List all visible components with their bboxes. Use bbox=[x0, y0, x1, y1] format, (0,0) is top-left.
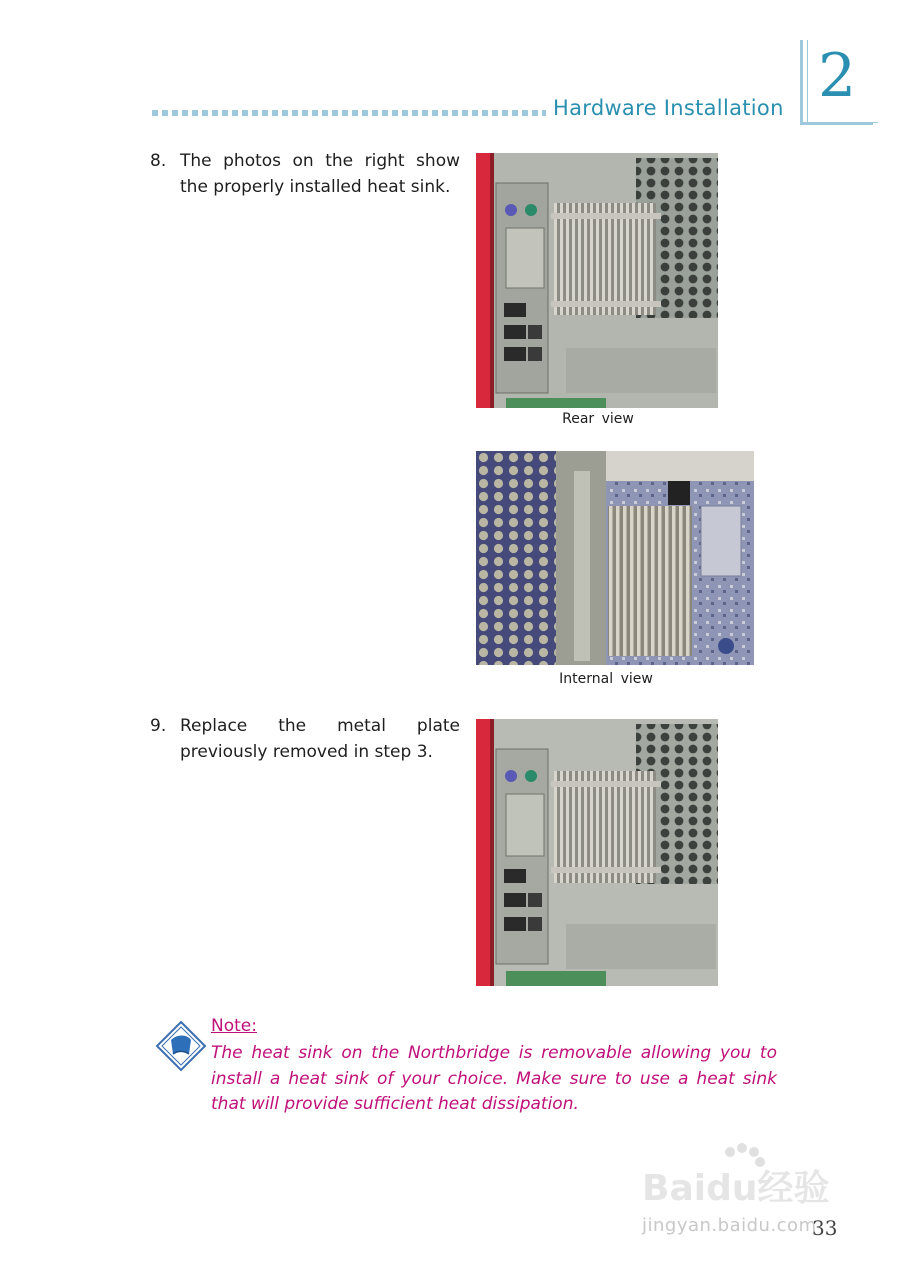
note-icon bbox=[155, 1020, 207, 1072]
step-number: 8. bbox=[150, 151, 167, 171]
step-8 bbox=[150, 148, 460, 200]
step-text: Replace the metal plate previously removed in step 3. bbox=[180, 716, 460, 762]
header-dotted-rule bbox=[152, 110, 546, 118]
step-number: 9. bbox=[150, 716, 167, 736]
watermark-logo-text: Baidu经验 bbox=[642, 1168, 830, 1209]
chapter-number: 2 bbox=[818, 41, 857, 111]
rear-view-caption: Rear view bbox=[562, 411, 634, 427]
note-text: The heat sink on the Northbridge is removable allowing you to install a heat sink of your choice. Make sure to use a heat sink that will provide sufficient heat dissipation. bbox=[211, 1043, 777, 1114]
section-title: Hardware Installation bbox=[553, 96, 784, 120]
rear-view-photo bbox=[476, 153, 718, 408]
page-number: 33 bbox=[812, 1216, 838, 1240]
metal-plate-photo bbox=[476, 719, 718, 986]
step-9 bbox=[150, 713, 460, 765]
internal-view-caption: Internal view bbox=[559, 671, 653, 687]
step-text: The photos on the right show the properly installed heat sink. bbox=[180, 151, 460, 197]
note-label: Note: bbox=[211, 1016, 257, 1036]
watermark-text: jingyan.baidu.com bbox=[642, 1215, 817, 1236]
internal-view-photo bbox=[476, 451, 754, 665]
